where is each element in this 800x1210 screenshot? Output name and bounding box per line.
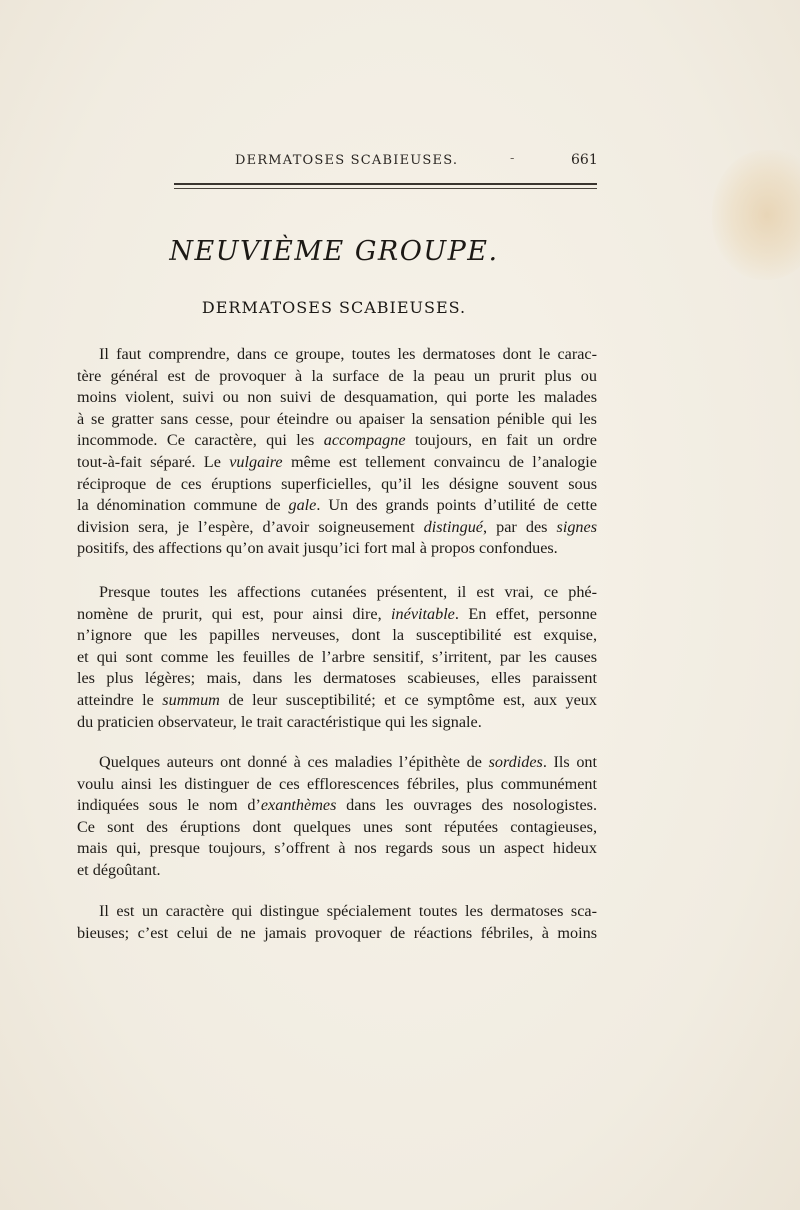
paragraph-2 [77, 582, 597, 733]
text-line: à se gratter sans cesse, pour éteindre ou apaiser la sensation pénible qui les [77, 409, 597, 428]
text-line: tout-à-fait séparé. Le vulgaire même est tellement convaincu de l’analogie [77, 452, 597, 471]
text-line: n’ignore que les papilles nerveuses, dont la susceptibilité est exquise, [77, 626, 597, 645]
paragraph-1 [77, 344, 597, 560]
text-line: voulu ainsi les distinguer de ces efflorescences fébriles, plus communément [77, 774, 597, 793]
paper-stain [712, 150, 800, 280]
text-line: atteindre le summum de leur susceptibilité; et ce symptôme est, aux yeux [77, 690, 597, 709]
header-rule-thin [174, 188, 597, 189]
paragraph-3 [77, 752, 597, 882]
text-line: incommode. Ce caractère, qui les accompagne toujours, en fait un ordre [77, 431, 597, 450]
text-line: Ce sont des éruptions dont quelques unes sont réputées contagieuses, [77, 817, 597, 836]
text-line: Quelques auteurs ont donné à ces maladies l’épithète de sordides. Ils ont [99, 753, 598, 771]
text-line: positifs, des affections qu’on avait jusqu’ici fort mal à propos confondues. [77, 539, 558, 558]
running-head-mark: - [510, 151, 515, 166]
text-line: réciproque de ces éruptions superficielles, qu’il les désigne souvent sous [77, 474, 597, 493]
text-line: mais qui, presque toujours, s’offrent à nos regards sous un aspect hideux [77, 839, 597, 858]
text-line: Il est un caractère qui distingue spécialement toutes les dermatoses sca- [99, 902, 597, 920]
text-line: indiquées sous le nom d’exanthèmes dans les ouvrages des nosologistes. [77, 796, 597, 815]
text-line: Presque toutes les affections cutanées présentent, il est vrai, ce phé- [99, 583, 597, 601]
text-line: nomène de prurit, qui est, pour ainsi dire, inévitable. En effet, personne [77, 604, 597, 623]
running-head: DERMATOSES SCABIEUSES. [235, 153, 459, 168]
text-line: bieuses; c’est celui de ne jamais provoquer de réactions fébriles, à moins [77, 923, 597, 942]
paragraph-4 [77, 901, 597, 944]
group-subtitle: DERMATOSES SCABIEUSES. [201, 298, 467, 317]
text-line: et dégoûtant. [77, 860, 161, 879]
text-line: division sera, je l’espère, d’avoir soigneusement distingué, par des signes [77, 517, 597, 536]
text-line: moins violent, suivi ou non suivi de desquamation, qui porte les malades [77, 388, 597, 407]
page-number: 661 [571, 152, 598, 168]
text-line: et qui sont comme les feuilles de l’arbre sensitif, s’irritent, par les causes [77, 647, 597, 666]
text-line: Il faut comprendre, dans ce groupe, toutes les dermatoses dont le carac- [99, 345, 597, 363]
group-title: NEUVIÈME GROUPE. [169, 236, 499, 267]
text-line: les plus légères; mais, dans les dermatoses scabieuses, elles paraissent [77, 669, 597, 688]
header-rule-thick [174, 183, 597, 185]
text-line: la dénomination commune de gale. Un des grands points d’utilité de cette [77, 496, 598, 515]
text-line: du praticien observateur, le trait caractéristique qui les signale. [77, 712, 482, 731]
text-line: tère général est de provoquer à la surface de la peau un prurit plus ou [77, 366, 597, 385]
